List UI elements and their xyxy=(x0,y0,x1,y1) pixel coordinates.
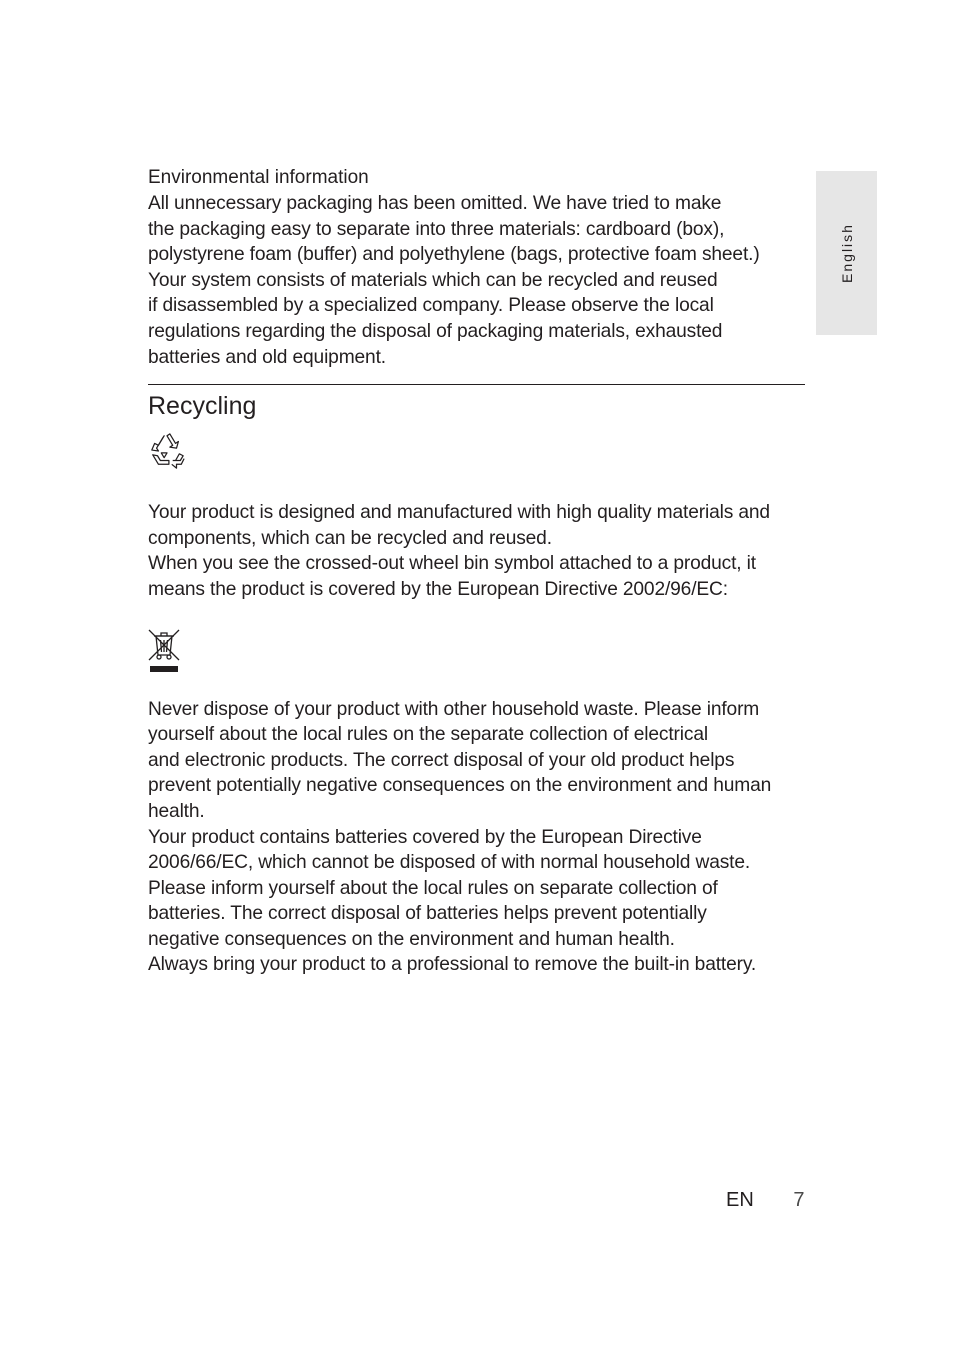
environmental-section xyxy=(148,164,812,370)
recycle-icon xyxy=(148,432,186,470)
environmental-heading: Environmental information xyxy=(148,167,369,188)
section-divider xyxy=(148,384,805,385)
recycling-paragraph-1: Your product is designed and manufactured with high quality materials and components, which can be recycled and reused. When you see the crossed-out wheel bin symbol attached to a product, it means the product is covered by the European Directive 2002/96/EC: xyxy=(148,502,770,600)
environmental-text: All unnecessary packaging has been omitted. We have tried to make the packaging easy to separate into three materials: cardboard (box), polystyrene foam (buffer) and polyethylene (bags, protective foam sheet.) Your system consists of materials which can be recycled and reused if disassembled by a specialized company. Please observe the local regulations regarding the disposal of packaging materials, exhausted batteries and old equipment. xyxy=(148,193,760,368)
page-footer xyxy=(726,1186,804,1214)
recycling-paragraph-2: Never dispose of your product with other household waste. Please inform yourself about the local rules on the separate collection of electrical and electronic products. The correct disposal of your old product helps prevent potentially negative consequences on the environment and human health. Your product contains batteries covered by the European Directive 2006/66/EC, which cannot be disposed of with normal household waste. Please inform yourself about the local rules on separate collection of batteries. The correct disposal of batteries helps prevent potentially negative consequences on the environment and human health. Always bring your product to a professional to remove the built-in battery. xyxy=(148,698,772,976)
recycling-title: Recycling xyxy=(148,392,257,421)
language-tab-label: English xyxy=(838,223,855,283)
language-side-tab xyxy=(816,171,877,335)
footer-language: EN xyxy=(726,1189,754,1211)
crossed-out-wheeled-bin-icon xyxy=(148,627,182,675)
page-number: 7 xyxy=(793,1189,805,1211)
page-content xyxy=(148,164,812,978)
recycling-section xyxy=(148,388,812,978)
